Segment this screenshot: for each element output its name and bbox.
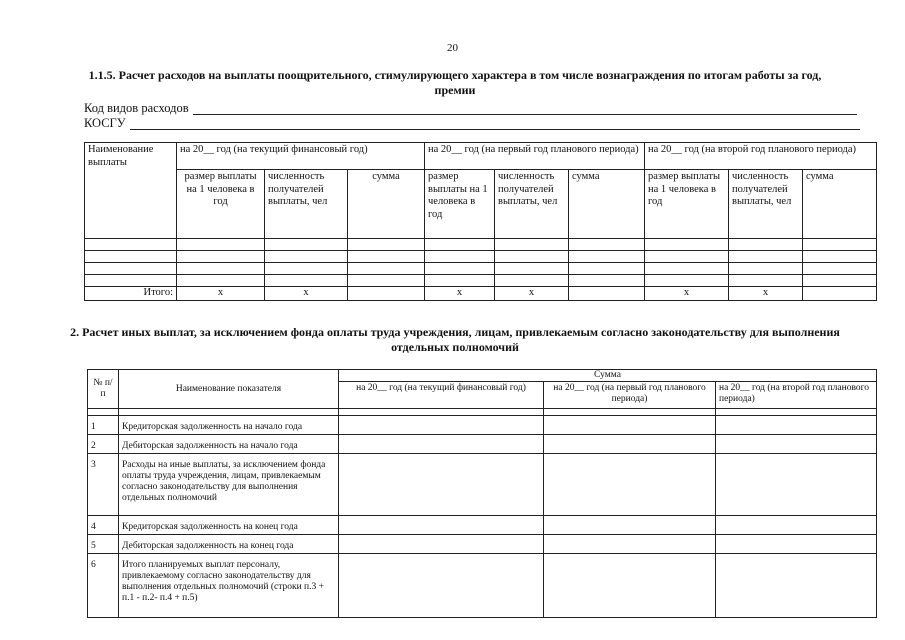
col-header-name: Наименование выплаты [85, 143, 177, 239]
cell[interactable] [716, 435, 877, 454]
row-num: 2 [88, 435, 119, 454]
subheader-sum: сумма [803, 170, 877, 239]
cell[interactable] [348, 251, 425, 263]
cell[interactable] [544, 516, 716, 535]
table-row [88, 454, 877, 516]
row-indicator: Дебиторская задолженность на начало года [119, 435, 339, 454]
cell[interactable] [729, 239, 803, 251]
cell[interactable] [177, 251, 265, 263]
row-num: 1 [88, 416, 119, 435]
cell[interactable] [569, 275, 645, 287]
cell[interactable] [645, 263, 729, 275]
col-header-indicator: Наименование показателя [119, 370, 339, 409]
cell[interactable] [177, 263, 265, 275]
page-number: 20 [447, 42, 458, 54]
cell[interactable] [339, 416, 544, 435]
cell[interactable] [495, 263, 569, 275]
cell[interactable] [85, 239, 177, 251]
cell[interactable] [716, 554, 877, 618]
cell[interactable] [339, 454, 544, 516]
cell[interactable] [348, 287, 425, 301]
cell[interactable] [716, 516, 877, 535]
col-header-period-3: на 20__ год (на второй год планового периода) [716, 382, 877, 409]
cell[interactable] [569, 263, 645, 275]
cell[interactable] [716, 416, 877, 435]
cell[interactable] [803, 287, 877, 301]
cell[interactable] [729, 275, 803, 287]
col-header-period-1: на 20__ год (на текущий финансовый год) [339, 382, 544, 409]
cell[interactable] [495, 239, 569, 251]
other-payments-table [87, 369, 877, 618]
section-2-title: 2. Расчет иных выплат, за исключением фонда оплаты труда учреждения, лицам, привлекаемым согласно законодательству для выполнения отдельных полномочий [70, 325, 840, 354]
cell[interactable] [339, 535, 544, 554]
kosgu-label: КОСГУ [84, 116, 126, 130]
cell[interactable] [85, 275, 177, 287]
kvr-field [84, 101, 857, 115]
cell[interactable] [803, 263, 877, 275]
cell[interactable] [495, 251, 569, 263]
cell[interactable] [645, 275, 729, 287]
col-header-period-3: на 20__ год (на второй год планового периода) [645, 143, 877, 170]
cell[interactable] [729, 251, 803, 263]
cell[interactable] [177, 275, 265, 287]
x-mark: х [177, 287, 265, 301]
row-indicator: Дебиторская задолженность на конец года [119, 535, 339, 554]
subheader-count: численность получателей выплаты, чел [495, 170, 569, 239]
col-header-period-2: на 20__ год (на первый год планового периода) [425, 143, 645, 170]
cell[interactable] [425, 275, 495, 287]
table-row [88, 516, 877, 535]
table-row [88, 416, 877, 435]
kvr-fill-line [193, 103, 857, 115]
x-mark: х [729, 287, 803, 301]
subheader-count: численность получателей выплаты, чел [265, 170, 348, 239]
cell[interactable] [803, 251, 877, 263]
row-num: 6 [88, 554, 119, 618]
table1-empty-row [85, 251, 877, 263]
total-label: Итого: [85, 287, 177, 301]
cell[interactable] [339, 554, 544, 618]
x-mark: х [425, 287, 495, 301]
cell[interactable] [495, 275, 569, 287]
table-row [88, 554, 877, 618]
x-mark: х [265, 287, 348, 301]
cell[interactable] [265, 251, 348, 263]
table1-empty-row [85, 263, 877, 275]
cell[interactable] [544, 416, 716, 435]
cell[interactable] [716, 454, 877, 516]
cell[interactable] [544, 554, 716, 618]
subheader-rate: размер выплаты на 1 человека в год [425, 170, 495, 239]
cell[interactable] [716, 535, 877, 554]
x-mark: х [495, 287, 569, 301]
row-num: 4 [88, 516, 119, 535]
table1-total-row [85, 287, 877, 301]
payments-table [84, 142, 877, 301]
subheader-sum: сумма [348, 170, 425, 239]
cell[interactable] [803, 239, 877, 251]
row-indicator: Кредиторская задолженность на конец года [119, 516, 339, 535]
subheader-count: численность получателей выплаты, чел [729, 170, 803, 239]
table1-empty-row [85, 239, 877, 251]
cell[interactable] [425, 251, 495, 263]
cell[interactable] [803, 275, 877, 287]
subheader-sum: сумма [569, 170, 645, 239]
cell[interactable] [569, 251, 645, 263]
cell[interactable] [339, 435, 544, 454]
table-row [88, 535, 877, 554]
cell[interactable] [177, 239, 265, 251]
cell[interactable] [265, 275, 348, 287]
row-indicator: Кредиторская задолженность на начало года [119, 416, 339, 435]
col-header-period-1: на 20__ год (на текущий финансовый год) [177, 143, 425, 170]
subheader-rate: размер выплаты на 1 человека в год [645, 170, 729, 239]
cell[interactable] [265, 263, 348, 275]
cell[interactable] [645, 251, 729, 263]
table1-empty-row [85, 275, 877, 287]
row-indicator: Итого планируемых выплат персоналу, привлекаемому согласно законодательству для выполнения отдельных полномочий (строки п.3 + п.1 - п.2- п.4 + п.5) [119, 554, 339, 618]
cell[interactable] [348, 239, 425, 251]
subheader-rate: размер выплаты на 1 человека в год [177, 170, 265, 239]
kvr-label: Код видов расходов [84, 101, 189, 115]
cell[interactable] [729, 263, 803, 275]
table1-subheader-row [85, 170, 877, 239]
cell[interactable] [544, 435, 716, 454]
cell[interactable] [339, 516, 544, 535]
section-1-title: 1.1.5. Расчет расходов на выплаты поощрительного, стимулирующего характера в том числе вознаграждения по итогам работы за год, премии [88, 68, 822, 97]
table-row [88, 435, 877, 454]
row-num: 3 [88, 454, 119, 516]
kosgu-field [84, 116, 860, 130]
col-header-summa: Сумма [339, 370, 877, 382]
col-header-num: № п/п [88, 370, 119, 409]
cell[interactable] [544, 454, 716, 516]
table1-header-row [85, 143, 877, 170]
cell[interactable] [85, 263, 177, 275]
row-indicator: Расходы на иные выплаты, за исключением фонда оплаты труда учреждения, лицам, привлекаемым согласно законодательству для выполнения отдельных полномочий [119, 454, 339, 516]
cell[interactable] [85, 251, 177, 263]
table2-spacer-row [88, 409, 877, 416]
cell[interactable] [348, 275, 425, 287]
cell[interactable] [425, 239, 495, 251]
col-header-period-2: на 20__ год (на первый год планового периода) [544, 382, 716, 409]
cell[interactable] [348, 263, 425, 275]
cell[interactable] [569, 287, 645, 301]
cell[interactable] [425, 263, 495, 275]
kosgu-fill-line [130, 118, 860, 130]
row-num: 5 [88, 535, 119, 554]
cell[interactable] [569, 239, 645, 251]
cell[interactable] [265, 239, 348, 251]
cell[interactable] [645, 239, 729, 251]
cell[interactable] [544, 535, 716, 554]
x-mark: х [645, 287, 729, 301]
table2-summa-row [88, 370, 877, 382]
